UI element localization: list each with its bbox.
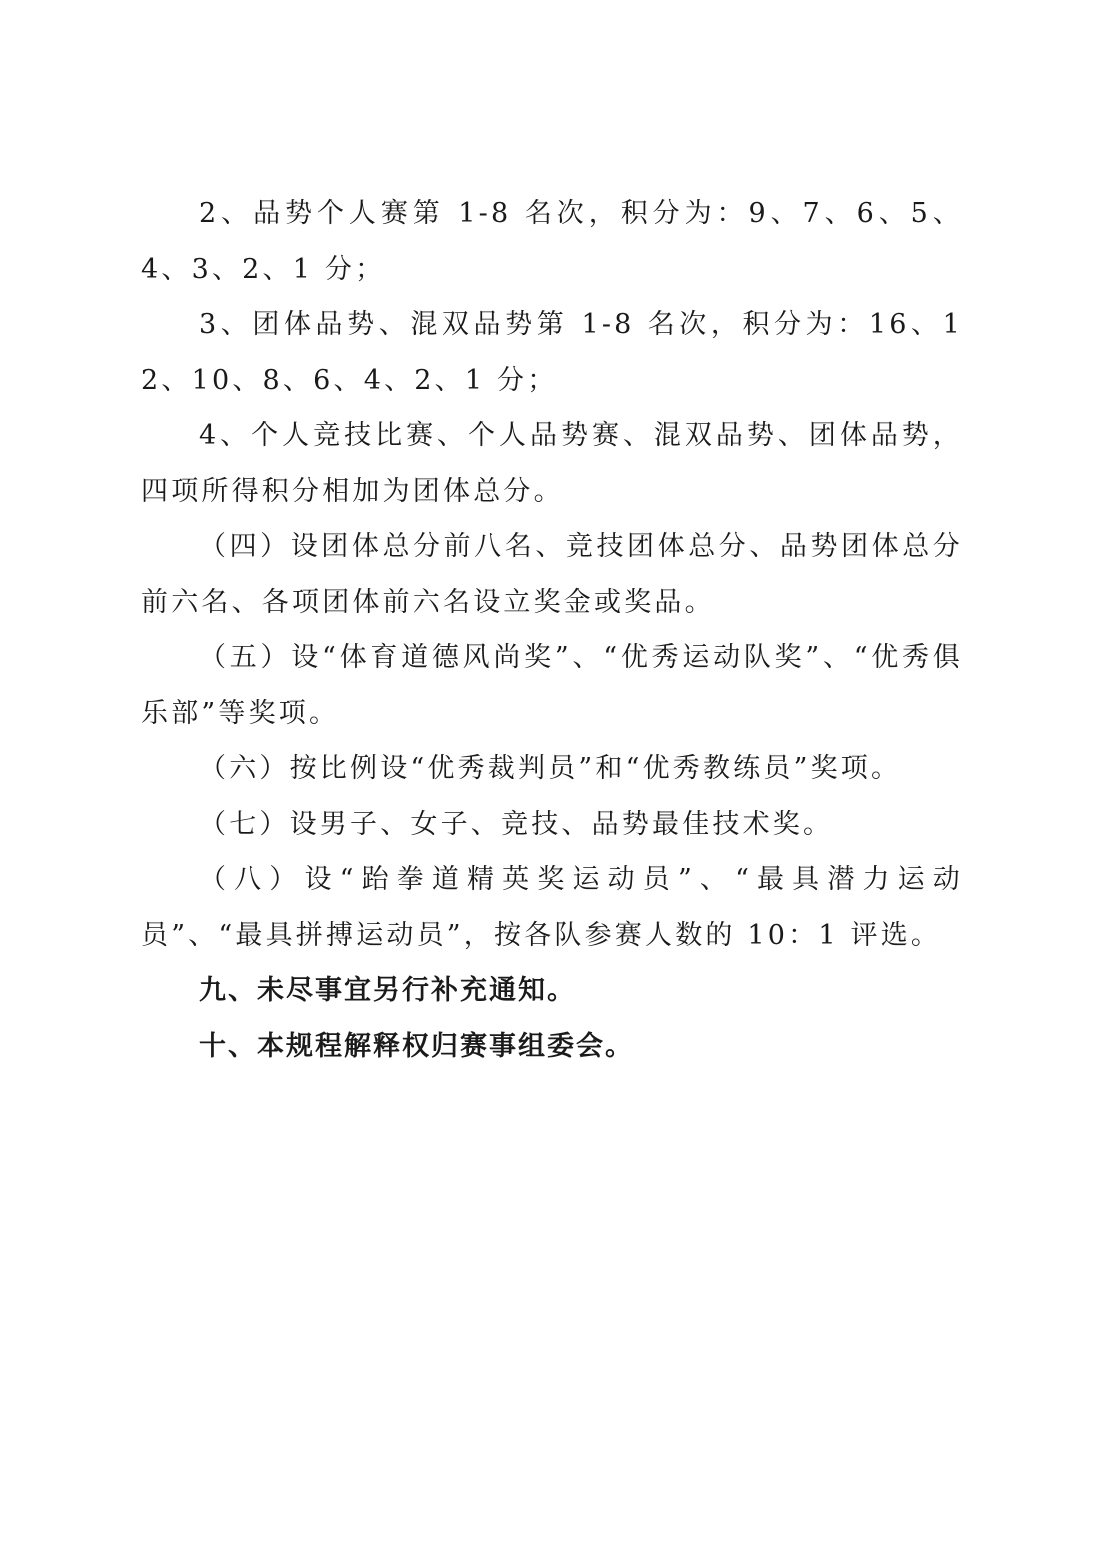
paragraph-award-8: （八）设“跆拳道精英奖运动员”、“最具潜力运动员”、“最具拼搏运动员”，按各队参赛人数的 10：1 评选。 <box>141 864 963 951</box>
paragraph-score-team-mixed-poomsae: 3、团体品势、混双品势第 1-8 名次，积分为：16、12、10、8、6、4、2、1 分； <box>141 309 963 396</box>
section-heading-10: 十、本规程解释权归赛事组委会。 <box>199 1030 634 1062</box>
paragraph-award-5: （五）设“体育道德风尚奖”、“优秀运动队奖”、“优秀俱乐部”等奖项。 <box>141 642 963 729</box>
paragraph-score-total: 4、个人竞技比赛、个人品势赛、混双品势、团体品势，四项所得积分相加为团体总分。 <box>141 420 963 507</box>
paragraph-award-4: （四）设团体总分前八名、竞技团体总分、品势团体总分前六名、各项团体前六名设立奖金或奖品。 <box>141 531 963 618</box>
paragraph-award-7: （七）设男子、女子、竞技、品势最佳技术奖。 <box>199 808 834 840</box>
paragraph-score-individual-poomsae: 2、品势个人赛第 1-8 名次，积分为：9、7、6、5、4、3、2、1 分； <box>141 198 963 285</box>
paragraph-award-6: （六）按比例设“优秀裁判员”和“优秀教练员”奖项。 <box>199 753 902 784</box>
section-heading-9: 九、未尽事宜另行补充通知。 <box>199 975 576 1006</box>
document-body <box>141 186 963 1074</box>
